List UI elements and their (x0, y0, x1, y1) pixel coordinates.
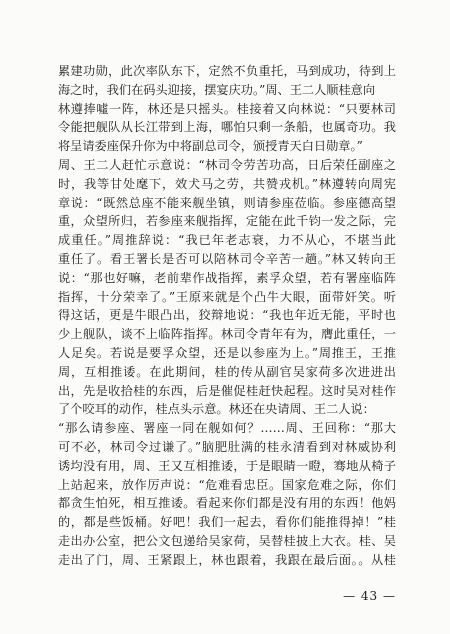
text-line: 的，都是些饭桶。好吧！我们一起去，看你们能推得掉！”桂 (58, 515, 396, 530)
text-line: 出，先是收拾桂的东西，后是催促桂赶快起程。这时吴对桂作 (58, 383, 396, 398)
text-line: 了个咬耳的动作，桂点头示意。林还在央请周、王二人说： (58, 402, 375, 417)
text-line: 少上舰队，谈不上临阵指挥。林司令青年有为，膺此重任，一 (58, 327, 396, 342)
page-number: — 43 — (343, 589, 396, 603)
text-line: “那么请参座、署座一同在舰如何？……周、王回称：“那大 (58, 421, 396, 436)
text-line: 周，互相推诿。在此期间，桂的传从副官吴家荷多次进进出 (58, 364, 396, 379)
text-line: 走出了门，周、王紧跟上，林也跟着，我跟在最后面。。从桂 (58, 552, 396, 567)
body-text (58, 62, 396, 570)
text-line: 林遵捧噓一阵，林还是只摇头。桂接着又向林说：“只要林司 (58, 101, 396, 116)
text-line: 将呈请委座保升你为中将副总司令，颁授青天白日勋章。” (58, 139, 363, 154)
text-line: 成重任。”周推辞说：“我已年老志衰，力不从心，不堪当此 (58, 233, 396, 248)
text-line: 可不必，林司令过谦了。”脑肥肚满的桂永清看到对林威协利 (58, 439, 396, 454)
text-line: 累建功勋，此次率队东下，定然不负重托，马到成功，待到上 (58, 64, 396, 78)
text-line: 诱均没有用，周、王又互相推诿，于是眼睛一瞪，骞地从椅子 (58, 458, 396, 473)
text-line: 说：“那也好嘛，老前辈作战指挥，素孚众望，若有署座临阵 (58, 270, 396, 285)
text-line: 重，众望所归，若参座来舰指挥，定能在此千钧一发之际，完 (58, 214, 396, 229)
text-line: 章说：“既然总座不能来舰坐镇，则请参座莅临。参座德高望 (58, 195, 396, 210)
text-line: 人足矣。若说是要孚众望，还是以参座为上。”周推王，王推 (58, 345, 396, 360)
text-line: 都贪生怕死，相互推诿。看起来你们都是没有用的东西！他妈 (58, 496, 396, 511)
text-line: 上站起来，放作厉声说：“危难看忠臣。国家危难之际，你们 (58, 477, 396, 492)
text-line: 令能把舰队从长江带到上海，哪怕只剩一条船，也属奇功。我 (58, 120, 396, 135)
text-line: 重任了。看王署长是否可以陪林司令辛苦一趟。”林又转向王 (58, 251, 396, 266)
text-line: 海之时，我们在码头迎接，摆宴庆功。”周、王二人顺桂意向 (58, 82, 376, 97)
text-line: 周、王二人赶忙示意说：“林司令劳苦功高，日后荣任副座之 (58, 157, 396, 172)
text-line: 走出办公室，把公文包递给吴家荷，吴替桂披上大衣。桂、吴 (58, 533, 396, 548)
text-line: 时，我等甘处麾下，效犬马之劳，共赞戎机。”林遵转向周宪 (58, 176, 396, 191)
text-line: 得这话，更是牛眼凸出，狡辩地说：“我也年近无能，平时也 (58, 308, 396, 323)
text-line: 指挥，十分荣幸了。”王原来就是个凸牛大眼，面带奸笑。听 (58, 289, 396, 304)
